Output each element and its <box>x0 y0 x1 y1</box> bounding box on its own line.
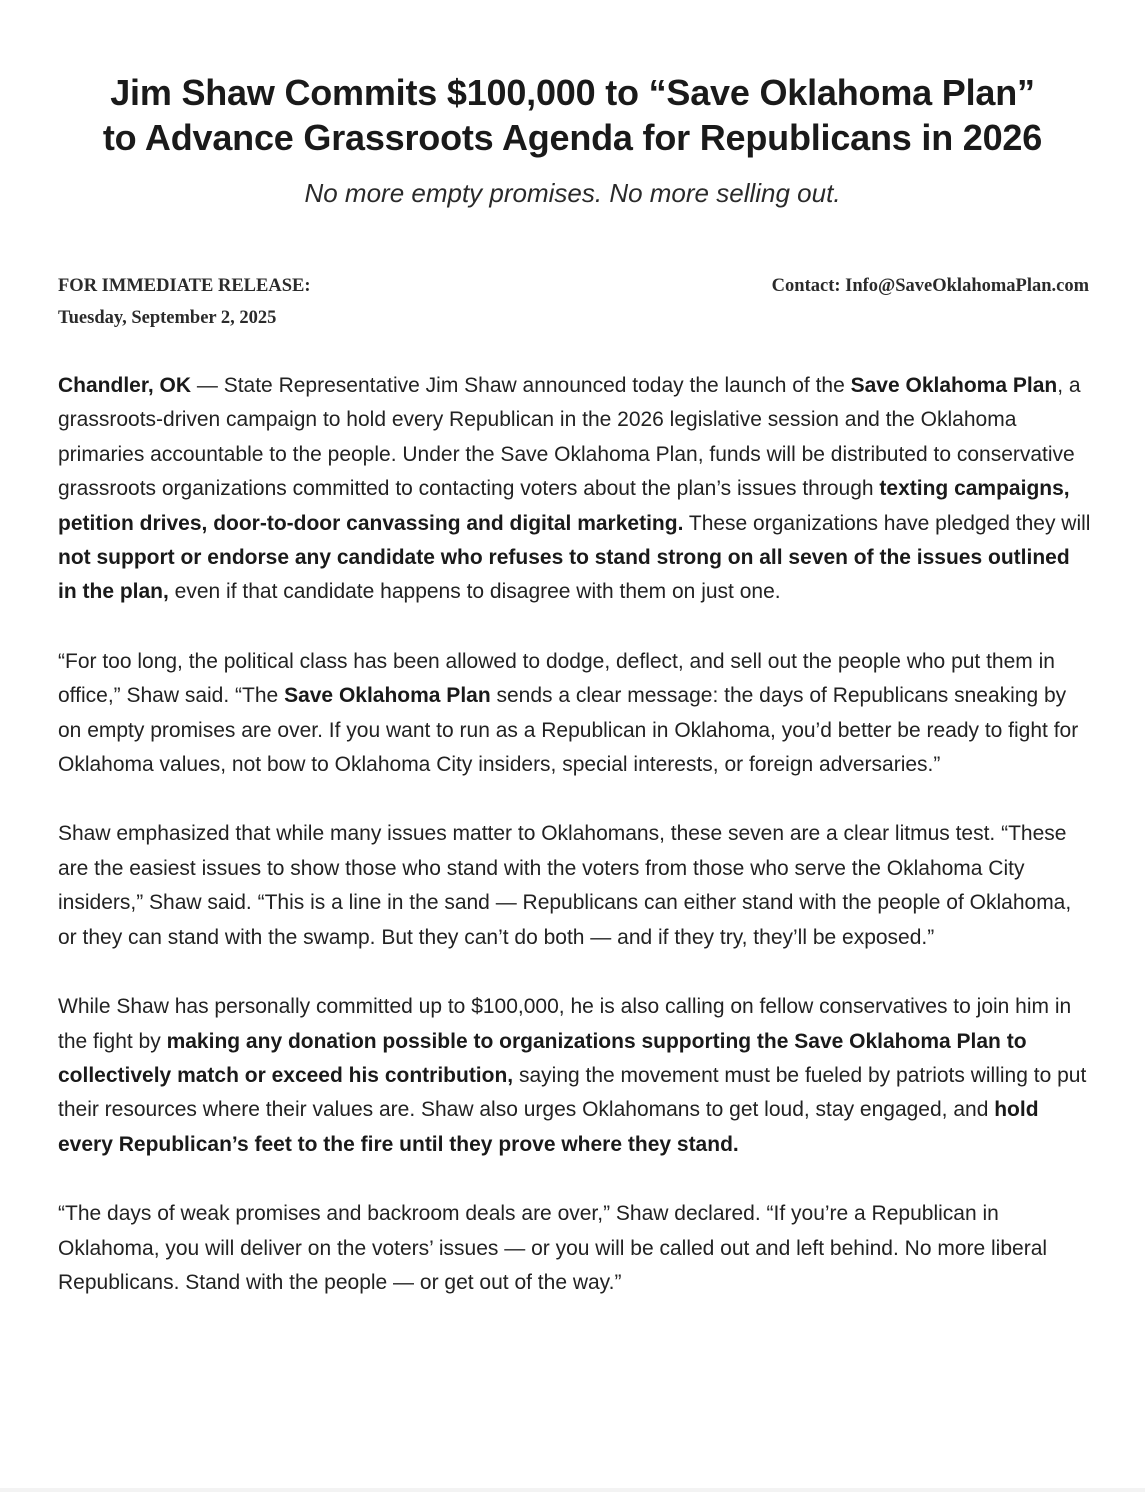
text-segment: While Shaw has personally committed up to $100,000, he is also calling on fellow conservatives to join him in the fight by <box>58 995 1072 1053</box>
page-bottom-edge <box>0 1488 1145 1492</box>
release-date: Tuesday, September 2, 2025 <box>58 308 277 328</box>
text-segment: “The days of weak promises and backroom deals are over,” Shaw declared. “If you’re a Republican in Oklahoma, you will deliver on the voters’ issues — or you will be called out and left behind. No more liberal Republicans. Stand with the people — or get out of the way.” <box>58 1202 1048 1294</box>
text-segment: even if that candidate happens to disagree with them on just one. <box>168 580 781 604</box>
bold-text-segment: making any donation possible to organizations supporting the Save Oklahoma Plan to collectively match or exceed his contribution, <box>58 1029 1027 1087</box>
subheadline: No more empty promises. No more selling out. <box>304 178 841 208</box>
headline-line-2: to Advance Grassroots Agenda for Republicans in 2026 <box>102 117 1043 158</box>
bold-text-segment: Save Oklahoma Plan <box>850 374 1058 397</box>
bold-text-segment: hold every Republican’s feet to the fire until they prove where they stand. <box>58 1098 1039 1156</box>
contact-info: Contact: Info@SaveOklahomaPlan.com <box>771 276 1089 296</box>
text-segment: Shaw emphasized that while many issues matter to Oklahomans, these seven are a clear litmus test. “These are the easiest issues to show those who stand with the voters from those who serve the Oklahoma City insiders,” Shaw said. “This is a line in the sand — Republicans can either stand with the people of Oklahoma, or they can stand with the swamp. But they can’t do both — and if they try, they’ll be exposed.” <box>58 822 1072 949</box>
bold-text-segment: texting campaigns, petition drives, door-to-door canvassing and digital marketing. <box>58 477 1070 535</box>
body-text <box>58 369 1092 1335</box>
text-segment: sends a clear message: the days of Republicans sneaking by on empty promises are over. If you want to run as a Republican in Oklahoma, you’d better be ready to fight for Oklahoma values, not bow to Oklahoma City insiders, special interests, or foreign adversaries.” <box>58 684 1079 777</box>
headline-line-1: Jim Shaw Commits $100,000 to “Save Oklahoma Plan” <box>110 72 1035 113</box>
text-segment: These organizations have pledged they will <box>683 511 1091 535</box>
headline <box>40 70 1105 160</box>
text-segment: saying the movement must be fueled by patriots willing to put their resources where their values are. Shaw also urges Oklahomans to get loud, stay engaged, and <box>58 1063 1087 1122</box>
paragraph-3 <box>58 817 1092 955</box>
paragraph-1 <box>58 369 1092 610</box>
text-segment: , a grassroots-driven campaign to hold every Republican in the 2026 legislative session and the Oklahoma primaries accountable to the people. Under the Save Oklahoma Plan, funds will be distributed to conservative grassroots organizations committed to contacting voters about the plan’s issues through <box>58 374 1081 501</box>
bold-text-segment: Chandler, OK <box>58 374 192 397</box>
paragraph-5 <box>58 1197 1092 1300</box>
text-segment: — State Representative Jim Shaw announced today the launch of the <box>191 374 851 397</box>
paragraph-4 <box>58 990 1092 1162</box>
bold-text-segment: Save Oklahoma Plan <box>284 684 491 708</box>
paragraph-2 <box>58 645 1092 783</box>
bold-text-segment: not support or endorse any candidate who refuses to stand strong on all seven of the issues outlined in the plan, <box>58 546 1070 604</box>
text-segment: “For too long, the political class has been allowed to dodge, deflect, and sell out the people who put them in office,” Shaw said. “The <box>58 649 1055 708</box>
release-label: FOR IMMEDIATE RELEASE: <box>58 276 311 296</box>
release-info <box>58 270 311 334</box>
